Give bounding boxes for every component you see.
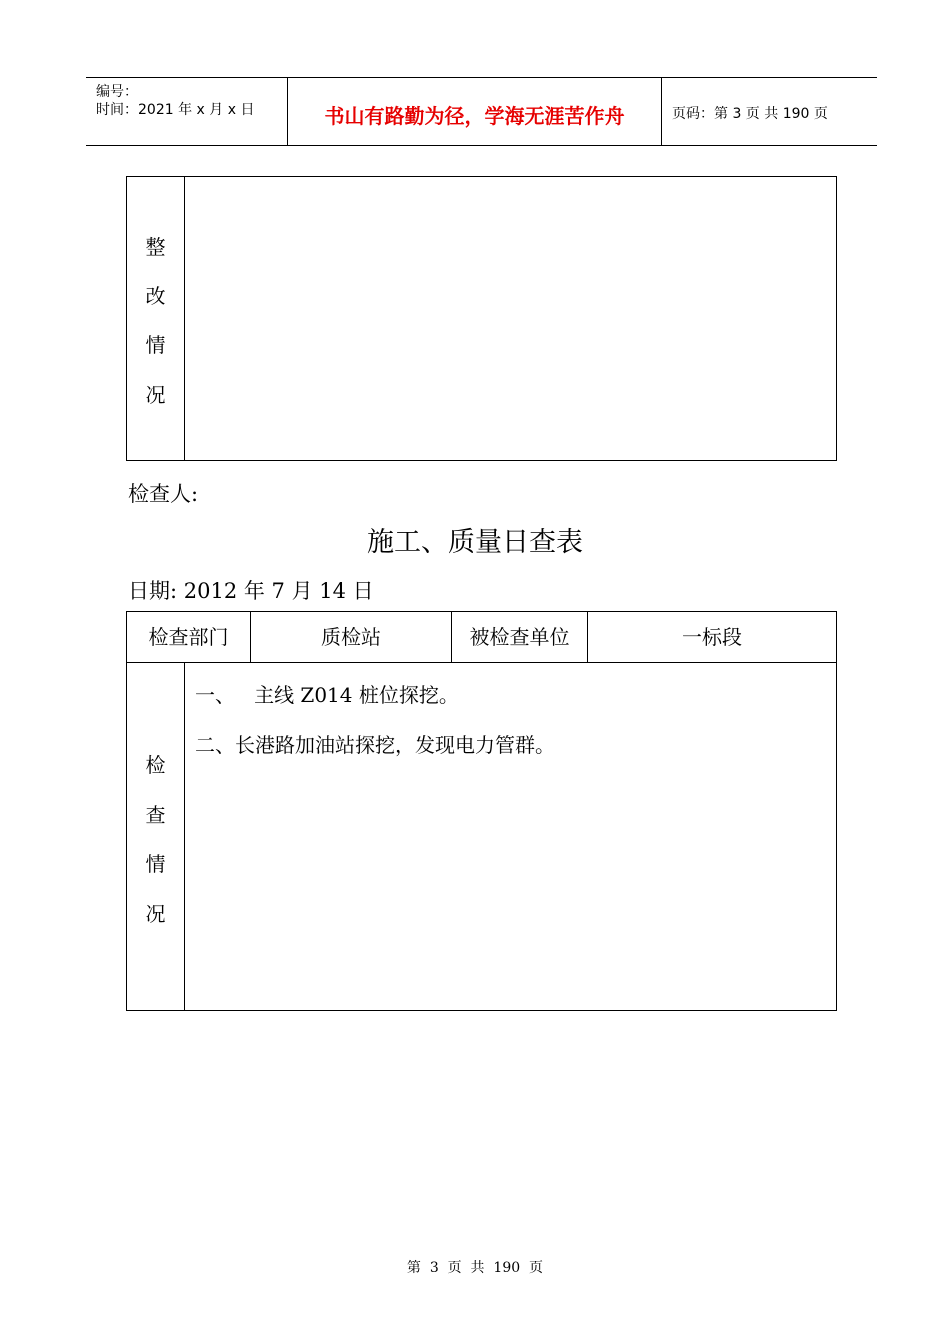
rectification-label-cell (127, 177, 185, 460)
time-label: 时间：2021 年 x 月 x 日 (96, 102, 255, 118)
inspection-label-char: 情 (145, 852, 166, 876)
inspection-label-cell (127, 663, 185, 1010)
inspection-table (126, 611, 837, 1011)
header-motto: 书山有路勤为径，学海无涯苦作舟 (324, 104, 625, 128)
rectification-label-char: 情 (145, 333, 166, 357)
inspection-item: 二、长港路加油站探挖，发现电力管群。 (195, 733, 555, 757)
page-number-label: 页码：第 3 页 共 190 页 (672, 106, 828, 122)
rectification-table (126, 176, 837, 461)
inspection-label-char: 况 (145, 902, 166, 926)
inspection-label-char: 检 (145, 753, 166, 777)
page-header (86, 77, 877, 146)
rectification-label-char: 整 (145, 235, 166, 259)
rectification-label-char: 改 (145, 284, 166, 308)
inspection-item: 一、 主线 Z014 桩位探挖。 (195, 683, 459, 707)
header-motto-cell (288, 78, 662, 145)
header-meta-cell (86, 78, 288, 145)
form-title: 施工、质量日查表 (367, 527, 583, 558)
inspection-label-char: 查 (145, 803, 166, 827)
dept-label-cell: 检查部门 (127, 612, 251, 662)
rectification-label-char: 况 (145, 383, 166, 407)
serial-number-label: 编号： (96, 84, 138, 100)
inspector-label: 检查人: (128, 482, 199, 506)
header-page-cell (662, 78, 877, 145)
unit-label-cell: 被检查单位 (452, 612, 588, 662)
page-footer: 第 3 页 共 190 页 (406, 1260, 544, 1276)
table-header-row (127, 612, 836, 663)
unit-value-cell: 一标段 (682, 625, 742, 649)
date-label: 日期: 2012 年 7 月 14 日 (128, 579, 374, 603)
dept-value-cell: 质检站 (251, 612, 452, 662)
